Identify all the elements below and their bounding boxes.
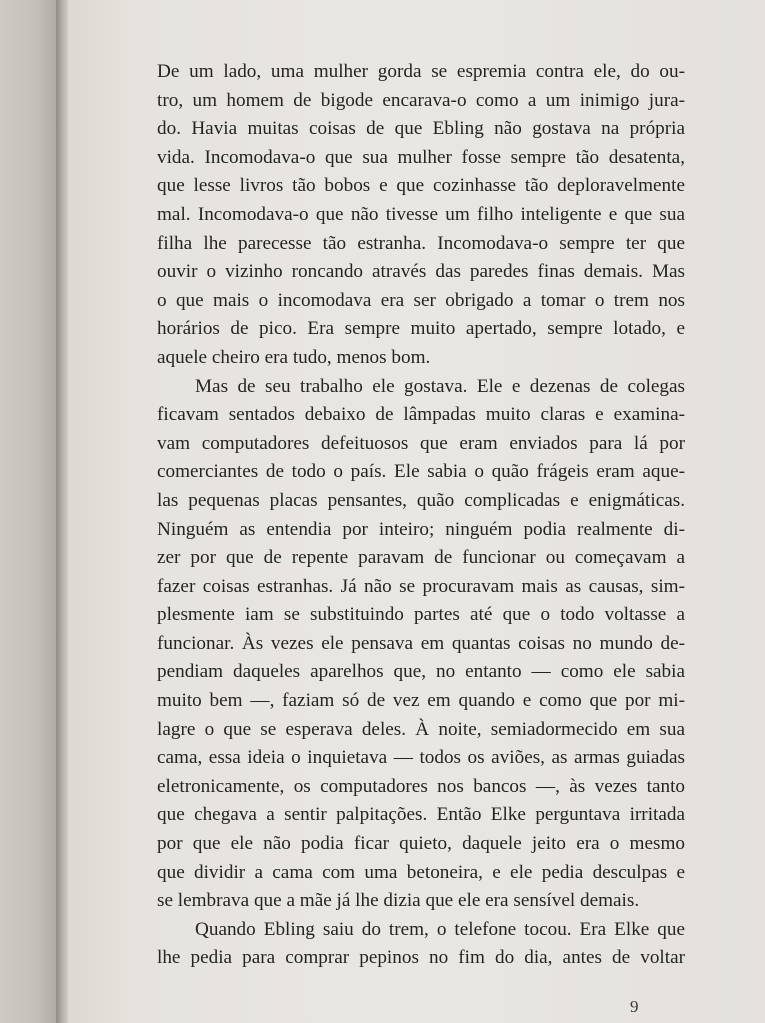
text-line: se lembrava que a mãe já lhe dizia que ele era sensível demais. xyxy=(157,890,640,912)
text-line: funcionar. Às vezes ele pensava em quantas coisas no mundo de- xyxy=(157,632,685,654)
text-line: De um lado, uma mulher gorda se espremia contra ele, do ou- xyxy=(157,61,685,82)
text-line: Ninguém as entendia por inteiro; ninguém podia realmente di- xyxy=(157,518,685,540)
text-line: muito bem —, faziam só de vez em quando e como que por mi- xyxy=(157,690,685,712)
text-line: horários de pico. Era sempre muito apertado, sempre lotado, e xyxy=(157,318,685,340)
text-line: aquele cheiro era tudo, menos bom. xyxy=(157,346,431,368)
text-line: eletronicamente, os computadores nos bancos —, às vezes tanto xyxy=(157,775,685,797)
text-line: que lesse livros tão bobos e que cozinhasse tão deploravelmente xyxy=(157,175,685,197)
text-line: ficavam sentados debaixo de lâmpadas muito claras e examina- xyxy=(157,404,685,426)
text-line: lagre o que se esperava deles. À noite, semiadormecido em sua xyxy=(157,718,685,740)
text-line: pendiam daqueles aparelhos que, no entanto — como ele sabia xyxy=(157,661,685,683)
text-line: o que mais o incomodava era ser obrigado a tomar o trem nos xyxy=(157,289,685,311)
text-line: plesmente iam se substituindo partes até que o todo voltasse a xyxy=(157,604,685,626)
text-line: vam computadores defeituosos que eram enviados para lá por xyxy=(157,432,685,454)
text-line: comerciantes de todo o país. Ele sabia o quão frágeis eram aque- xyxy=(157,461,685,483)
text-line: ouvir o vizinho roncando através das paredes finas demais. Mas xyxy=(157,261,685,283)
text-line: por que ele não podia ficar quieto, daquele jeito era o mesmo xyxy=(157,833,685,855)
text-line: cama, essa ideia o inquietava — todos os aviões, as armas guiadas xyxy=(157,747,685,769)
text-line: que chegava a sentir palpitações. Então Elke perguntava irritada xyxy=(157,804,685,826)
facing-page-edge xyxy=(0,0,62,1023)
text-line: tro, um homem de bigode encarava-o como a um inimigo jura- xyxy=(157,89,685,111)
text-line: mal. Incomodava-o que não tivesse um filho inteligente e que sua xyxy=(157,203,685,225)
text-line: vida. Incomodava-o que sua mulher fosse sempre tão desatenta, xyxy=(157,146,685,168)
text-line: filha lhe parecesse tão estranha. Incomodava-o sempre ter que xyxy=(157,232,685,254)
page-number: 9 xyxy=(630,997,639,1016)
text-line: Quando Ebling saiu do trem, o telefone tocou. Era Elke que xyxy=(195,918,685,940)
text-line: zer por que de repente paravam de funcionar ou começavam a xyxy=(157,547,685,569)
text-line: que dividir a cama com uma betoneira, e ele pedia desculpas e xyxy=(157,861,685,883)
text-line: las pequenas placas pensantes, quão complicadas e enigmáticas. xyxy=(157,489,685,511)
text-line: lhe pedia para comprar pepinos no fim do dia, antes de voltar xyxy=(157,947,685,969)
text-line: Mas de seu trabalho ele gostava. Ele e dezenas de colegas xyxy=(195,375,685,397)
body-text xyxy=(157,58,685,973)
text-line: fazer coisas estranhas. Já não se procuravam mais as causas, sim- xyxy=(157,575,685,597)
text-line: do. Havia muitas coisas de que Ebling não gostava na própria xyxy=(157,118,685,140)
